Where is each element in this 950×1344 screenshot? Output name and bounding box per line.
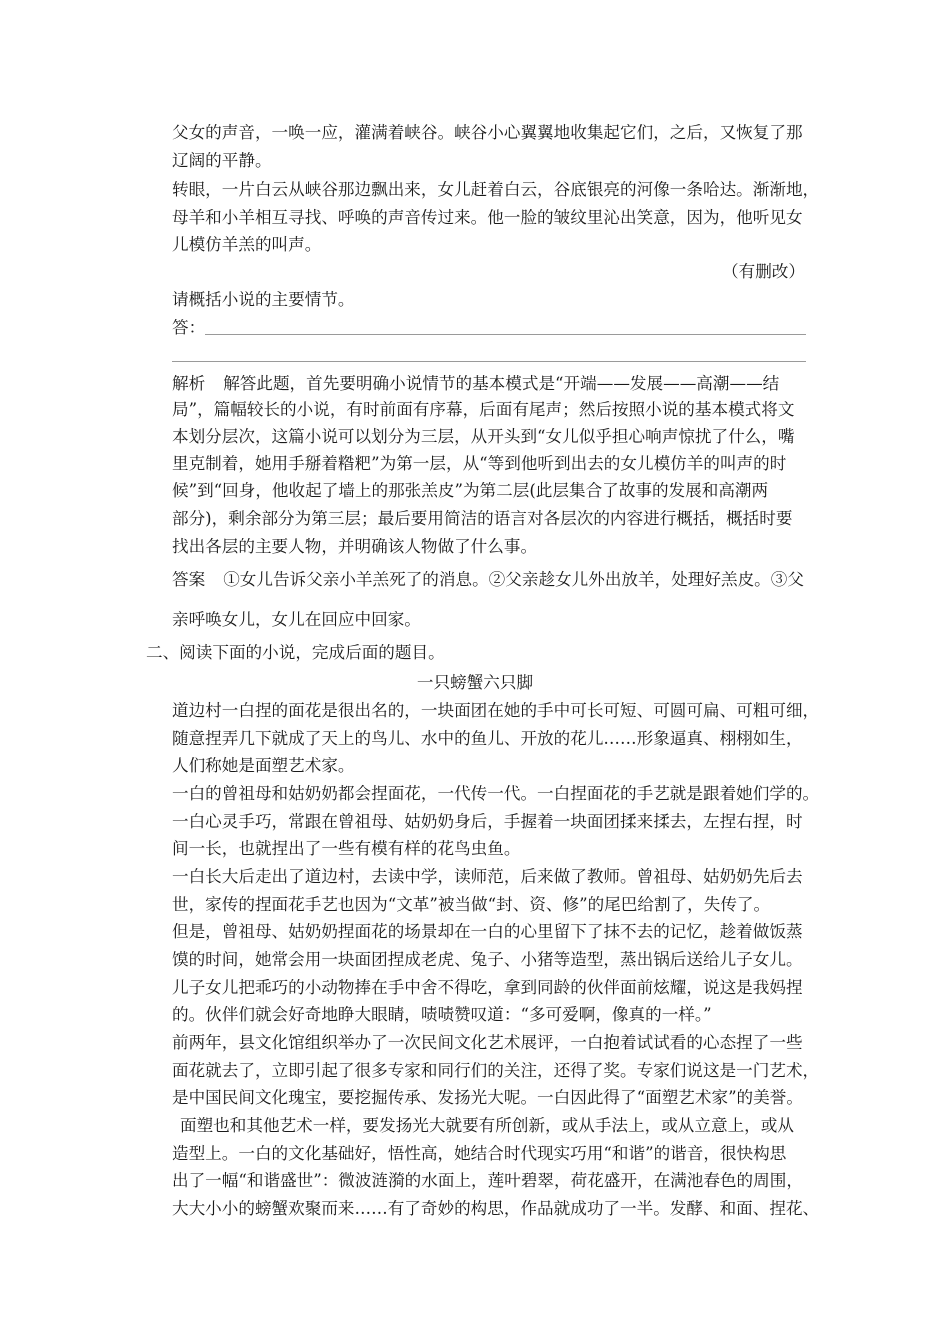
analysis-line: 候”到“回身，他收起了墙上的那张羔皮”为第二层(此层集合了故事的发展和高潮两 xyxy=(172,481,769,500)
passage-line: 父女的声音，一唤一应，灌满着峡谷。峡谷小心翼翼地收集起它们，之后，又恢复了那 xyxy=(172,123,803,142)
story-line: 造型上。一白的文化基础好，悟性高，她结合时代现实巧用“和谐”的谐音，很快构思 xyxy=(172,1144,787,1163)
story-line: 间一长，也就捏出了一些有模有样的花鸟虫鱼。 xyxy=(172,839,521,858)
answer-blank-line[interactable] xyxy=(172,361,806,362)
story-title: 一只螃蟹六只脚 xyxy=(416,673,534,692)
analysis-text: 解答此题，首先要明确小说情节的基本模式是“开端——发展——高潮——结 xyxy=(223,374,780,393)
analysis-line: 部分)，剩余部分为第三层；最后要用简洁的语言对各层次的内容进行概括，概括时要 xyxy=(172,509,793,528)
analysis-line: 本划分层次，这篇小说可以划分为三层，从开头到“女儿似乎担心响声惊扰了什么，嘴 xyxy=(172,427,795,446)
story-line: 随意捏弄几下就成了天上的鸟儿、水中的鱼儿、开放的花儿……形象逼真、栩栩如生， xyxy=(172,729,803,748)
analysis-line xyxy=(172,374,779,394)
story-line: 大大小小的螃蟹欢聚而来……有了奇妙的构思，作品就成功了一半。发酵、和面、捏花、 xyxy=(172,1199,820,1218)
answer-blank-line[interactable] xyxy=(205,334,806,335)
story-line: 一白长大后走出了道边村，去读中学，读师范，后来做了教师。曾祖母、姑奶奶先后去 xyxy=(172,867,803,886)
passage-line: 母羊和小羊相互寻找、呼唤的声音传过来。他一脸的皱纹里沁出笑意，因为，他听见女 xyxy=(172,208,803,227)
answer-key-label: 答案 xyxy=(172,570,206,589)
story-line: 面塑也和其他艺术一样，要发扬光大就要有所创新，或从手法上，或从立意上，或从 xyxy=(180,1116,794,1135)
story-line: 一白心灵手巧，常跟在曾祖母、姑奶奶身后，手握着一块面团揉来揉去，左捏右捏，时 xyxy=(172,812,803,831)
source-note: （有删改） xyxy=(722,262,805,281)
answer-label: 答： xyxy=(172,318,206,337)
story-line: 但是，曾祖母、姑奶奶捏面花的场景却在一白的心里留下了抹不去的记忆，趁着做饭蒸 xyxy=(172,922,803,941)
story-line: 的。伙伴们就会好奇地睁大眼睛，啧啧赞叹道：“多可爱啊，像真的一样。” xyxy=(172,1005,712,1024)
answer-text: ①女儿告诉父亲小羊羔死了的消息。②父亲趁女儿外出放羊，处理好羔皮。③父 xyxy=(223,570,804,589)
story-line: 面花就去了，立即引起了很多专家和同行们的关注，还得了奖。专家们说这是一门艺术， xyxy=(172,1061,820,1080)
story-line: 道边村一白捏的面花是很出名的，一块面团在她的手中可长可短、可圆可扁、可粗可细， xyxy=(172,701,820,720)
story-line: 一白的曾祖母和姑奶奶都会捏面花，一代传一代。一白捏面花的手艺就是跟着她们学的。 xyxy=(172,784,820,803)
story-line: 馍的时间，她常会用一块面团捏成老虎、兔子、小猪等造型，蒸出锅后送给儿子女儿。 xyxy=(172,950,803,969)
passage-line: 儿模仿羊羔的叫声。 xyxy=(172,235,322,254)
passage-line: 辽阔的平静。 xyxy=(172,151,272,170)
answer-line: 亲呼唤女儿，女儿在回应中回家。 xyxy=(172,610,421,629)
passage-line: 转眼，一片白云从峡谷那边飘出来，女儿赶着白云，谷底银亮的河像一条哈达。渐渐地， xyxy=(172,180,820,199)
story-line: 前两年，县文化馆组织举办了一次民间文化艺术展评，一白抱着试试看的心态捏了一些 xyxy=(172,1033,803,1052)
story-line: 是中国民间文化瑰宝，要挖掘传承、发扬光大呢。一白因此得了“面塑艺术家”的美誉。 xyxy=(172,1088,803,1107)
section-heading: 二、阅读下面的小说，完成后面的题目。 xyxy=(146,643,445,662)
analysis-line: 局”，篇幅较长的小说，有时前面有序幕，后面有尾声；然后按照小说的基本模式将文 xyxy=(172,400,795,419)
question-text: 请概括小说的主要情节。 xyxy=(172,290,355,309)
analysis-line: 里克制着，她用手掰着糌粑”为第一层，从“等到他听到出去的女儿模仿羊的叫声的时 xyxy=(172,454,787,473)
answer-line xyxy=(172,570,804,590)
story-line: 世，家传的捏面花手艺也因为“文革”被当做“封、资、修”的尾巴给割了，失传了。 xyxy=(172,895,771,914)
story-line: 出了一幅“和谐盛世”：微波涟漪的水面上，莲叶碧翠，荷花盛开，在满池春色的周围， xyxy=(172,1171,803,1190)
analysis-line: 找出各层的主要人物，并明确该人物做了什么事。 xyxy=(172,537,538,556)
story-line: 人们称她是面塑艺术家。 xyxy=(172,756,355,775)
story-line: 儿子女儿把乖巧的小动物捧在手中舍不得吃，拿到同龄的伙伴面前炫耀，说这是我妈捏 xyxy=(172,978,803,997)
analysis-label: 解析 xyxy=(172,374,206,393)
